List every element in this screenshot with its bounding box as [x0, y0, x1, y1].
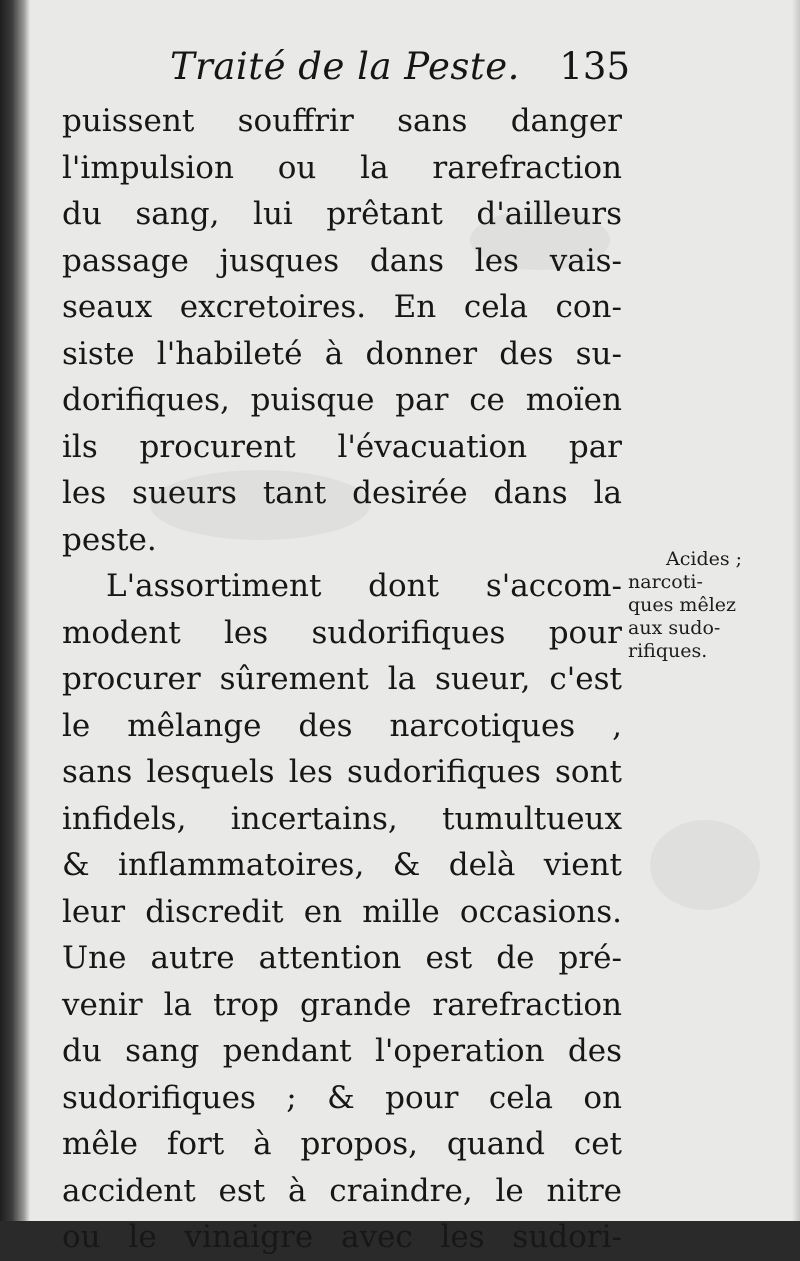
text-line: venir la trop grande rarefraction	[62, 986, 622, 1023]
text-line: dorifiques, puisque par ce moïen	[62, 382, 622, 418]
text-line: modent les sudorifiques pour	[62, 614, 622, 651]
text-line: ils procurent l'évacuation par	[62, 428, 622, 465]
text-line: ou le vinaigre avec les sudori-	[62, 1219, 622, 1255]
text-line: L'assortiment dont s'accom-	[106, 568, 622, 604]
text-line: mêle fort à propos, quand cet	[62, 1126, 622, 1162]
page-gutter-shadow	[0, 0, 30, 1221]
text-line: siste l'habileté à donner des su-	[62, 335, 622, 372]
text-line: infidels, incertains, tumultueux	[62, 800, 622, 837]
text-line: & inflammatoires, & delà vient	[62, 847, 622, 883]
text-line: peste.	[62, 521, 157, 558]
text-line: du sang, lui prêtant d'ailleurs	[62, 196, 622, 232]
margin-note-line: ques mêlez	[628, 594, 737, 616]
text-line: sudorifiques ; & pour cela on	[62, 1079, 622, 1116]
text-line: le mêlange des narcotiques ,	[62, 707, 622, 744]
page-right-edge	[792, 0, 800, 1221]
margin-note-line: aux sudo-	[628, 617, 721, 639]
text-line: l'impulsion ou la rarefraction	[62, 149, 622, 186]
text-line: seaux excretoires. En cela con-	[62, 289, 622, 325]
text-line: sans lesquels les sudorifiques sont	[62, 754, 622, 790]
page-header	[170, 45, 630, 99]
margin-note-line: Acides ;	[666, 548, 743, 570]
text-line: accident est à craindre, le nitre	[62, 1172, 622, 1209]
text-line: leur discredit en mille occasions.	[62, 893, 622, 930]
body-text	[62, 98, 622, 1261]
paper-stain	[650, 820, 760, 910]
text-line: les sueurs tant desirée dans la	[62, 475, 622, 511]
margin-note	[628, 548, 793, 663]
text-line: Une autre attention est de pré-	[62, 940, 622, 976]
margin-note-line: rifiques.	[628, 640, 708, 662]
margin-note-line: narcoti-	[628, 571, 703, 593]
text-line: passage jusques dans les vais-	[62, 242, 622, 279]
page-number: 135	[559, 45, 630, 88]
running-title: Traité de la Peste.	[170, 45, 520, 88]
text-line: procurer sûrement la sueur, c'est	[62, 661, 622, 697]
text-line: du sang pendant l'operation des	[62, 1033, 622, 1069]
text-line: puissent souffrir sans danger	[62, 103, 622, 139]
